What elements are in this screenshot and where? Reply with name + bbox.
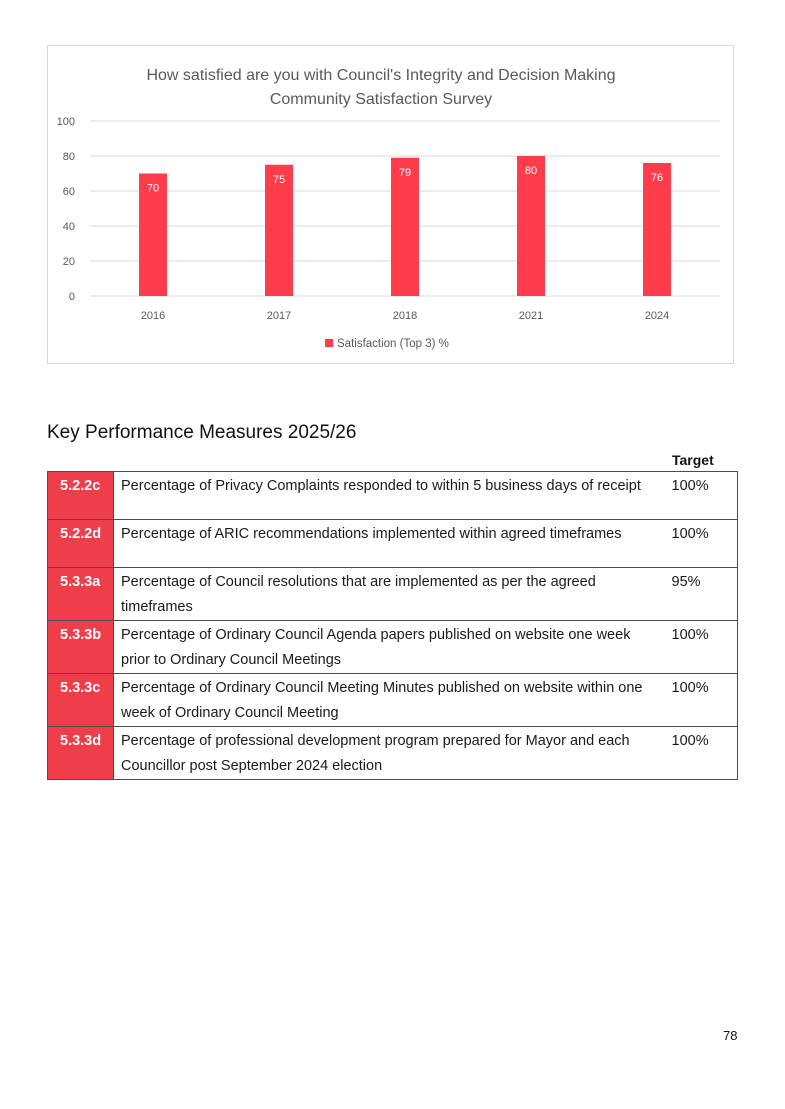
kpm-target: 100% <box>672 727 738 780</box>
kpm-table <box>47 471 738 780</box>
kpm-row <box>48 568 738 621</box>
x-category-label: 2017 <box>266 310 292 322</box>
kpm-description: Percentage of Privacy Complaints responded to within 5 business days of receipt <box>114 472 672 520</box>
bar-data-label: 75 <box>272 173 286 186</box>
kpm-code: 5.2.2c <box>48 472 114 520</box>
kpm-table-body <box>48 472 738 780</box>
legend-label: Satisfaction (Top 3) % <box>337 338 449 350</box>
kpm-target: 100% <box>672 520 738 568</box>
kpm-target: 100% <box>672 621 738 674</box>
kpm-target: 100% <box>672 472 738 520</box>
x-category-label: 2016 <box>140 310 166 322</box>
kpm-row <box>48 727 738 780</box>
kpm-code: 5.3.3a <box>48 568 114 621</box>
x-category-label: 2024 <box>644 310 670 322</box>
x-category-label: 2018 <box>392 310 418 322</box>
kpm-row <box>48 520 738 568</box>
kpm-target: 100% <box>672 674 738 727</box>
bar <box>517 156 545 296</box>
y-tick-label: 0 <box>68 291 75 303</box>
kpm-row <box>48 621 738 674</box>
kpm-description: Percentage of Council resolutions that are implemented as per the agreed timeframes <box>114 568 672 621</box>
section-heading: Key Performance Measures 2025/26 <box>47 422 357 443</box>
y-tick-label: 20 <box>62 256 75 268</box>
page-number: 78 <box>723 1028 738 1043</box>
y-tick-label: 100 <box>56 116 75 128</box>
kpm-target: 95% <box>672 568 738 621</box>
kpm-description: Percentage of Ordinary Council Agenda papers published on website one week prior to Ordinary Council Meetings <box>114 621 672 674</box>
kpm-row <box>48 472 738 520</box>
chart-subtitle: Community Satisfaction Survey <box>269 91 493 108</box>
y-axis-ticks <box>57 116 75 303</box>
bar-data-label: 70 <box>146 182 160 195</box>
chart-title: How satisfied are you with Council's Integrity and Decision Making <box>146 67 616 84</box>
kpm-code: 5.2.2d <box>48 520 114 568</box>
kpm-description: Percentage of professional development program prepared for Mayor and each Councillor post September 2024 election <box>114 727 672 780</box>
x-category-label: 2021 <box>518 310 544 322</box>
y-tick-label: 40 <box>62 221 75 233</box>
kpm-code: 5.3.3d <box>48 727 114 780</box>
legend-swatch <box>325 339 333 347</box>
chart-svg <box>48 46 735 365</box>
kpm-row <box>48 674 738 727</box>
kpm-code: 5.3.3b <box>48 621 114 674</box>
legend <box>325 338 449 350</box>
kpm-description: Percentage of ARIC recommendations implemented within agreed timeframes <box>114 520 672 568</box>
bar-data-label: 80 <box>524 165 538 177</box>
kpm-description: Percentage of Ordinary Council Meeting Minutes published on website within one week of Ordinary Council Meeting <box>114 674 672 727</box>
y-tick-label: 60 <box>62 186 75 198</box>
target-column-header: Target <box>672 452 714 468</box>
x-axis-labels <box>141 310 669 322</box>
bar-data-label: 76 <box>650 172 664 184</box>
bar-data-label: 79 <box>398 166 412 179</box>
kpm-code: 5.3.3c <box>48 674 114 727</box>
satisfaction-chart <box>47 45 734 364</box>
y-tick-label: 80 <box>62 151 75 163</box>
